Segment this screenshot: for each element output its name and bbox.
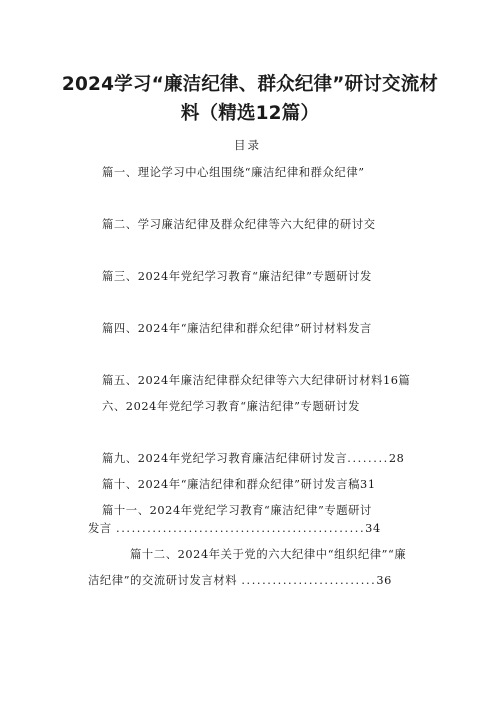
toc-entry-9-leader: ........ <box>347 452 389 465</box>
toc-entry-9[interactable] <box>102 450 404 466</box>
toc-entry-5[interactable]: 篇五、2024年廉洁纪律群众纪律等六大纪律研讨材料16篇 <box>102 374 411 387</box>
toc-entry-6[interactable]: 六、2024年党纪学习教育“廉洁纪律”专题研讨发 <box>102 400 361 413</box>
toc-entry-9-text: 篇九、2024年党纪学习教育廉洁纪律研讨发言 <box>102 452 348 465</box>
toc-entry-2[interactable]: 篇二、学习廉洁纪律及群众纪律等六大纪律的研讨交 <box>102 218 376 231</box>
toc-entry-9-page: 28 <box>388 452 405 465</box>
toc-entry-3[interactable]: 篇三、2024年党纪学习教育“廉洁纪律”专题研讨发 <box>102 270 372 283</box>
toc-entry-12[interactable]: 篇十二、2024年关于党的六大纪律中“组织纪律”“廉 <box>130 548 407 561</box>
toc-entry-10[interactable]: 篇十、2024年“廉洁纪律和群众纪律”研讨发言稿31 <box>102 478 376 491</box>
toc-heading: 目录 <box>234 138 261 152</box>
toc-entry-1[interactable]: 篇一、理论学习中心组围绕“廉洁纪律和群众纪律” <box>102 166 365 179</box>
toc-entry-11-page: 34 <box>365 522 381 535</box>
toc-entry-12-page: 36 <box>376 574 392 587</box>
toc-entry-11-leader: ................................................ <box>116 522 366 535</box>
toc-entry-12-text-cont: 洁纪律”的交流研讨发言材料 <box>88 574 238 587</box>
toc-entry-11-text-cont: 发言 <box>88 522 112 535</box>
toc-entry-11[interactable]: 篇十一、2024年党纪学习教育“廉洁纪律”专题研讨 <box>102 504 372 517</box>
toc-entry-11-continued[interactable] <box>88 520 381 536</box>
toc-entry-4[interactable]: 篇四、2024年“廉洁纪律和群众纪律”研讨材料发言 <box>102 322 372 335</box>
toc-entry-12-leader: .......................... <box>241 574 377 587</box>
document-title-line-1: 2024学习“廉洁纪律、群众纪律”研讨交流材 <box>61 74 439 95</box>
toc-entry-12-continued[interactable] <box>88 572 392 588</box>
document-title-line-2: 料（精选12篇） <box>180 103 320 124</box>
